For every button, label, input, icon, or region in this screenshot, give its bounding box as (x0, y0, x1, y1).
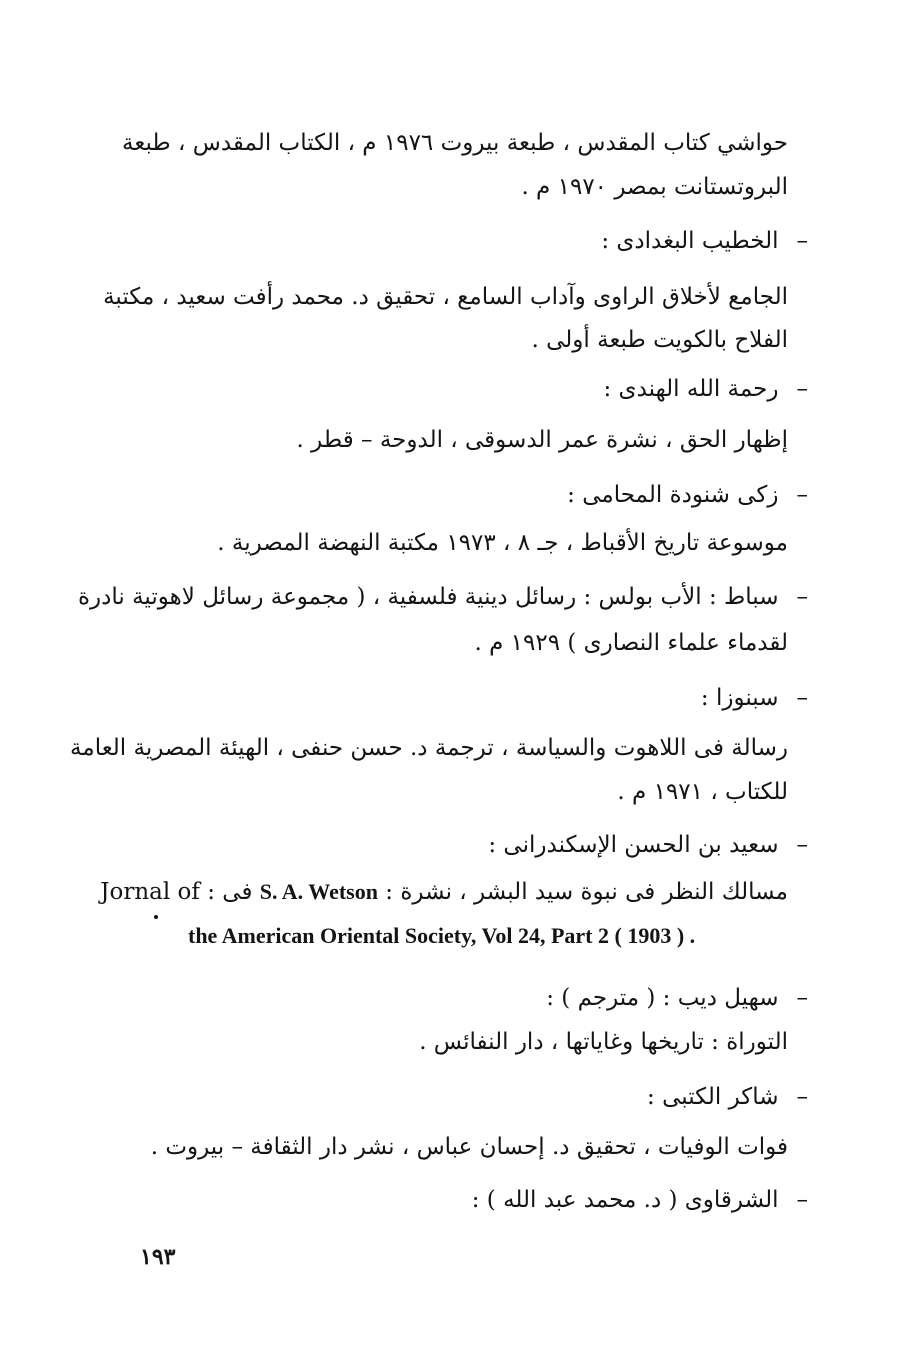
author-name: زكى شنودة المحامى : (567, 482, 779, 508)
author-name: شاكر الكتبى : (647, 1084, 779, 1110)
entry-dash: – (796, 832, 808, 858)
author-name: سهيل ديب : ( مترجم ) : (546, 985, 779, 1011)
entry-dash: – (796, 1084, 808, 1110)
text-line: الجامع لأخلاق الراوى وآداب السامع ، تحقيق د. محمد رأفت سعيد ، مكتبة (103, 284, 788, 310)
author-name: رحمة الله الهندى : (603, 376, 779, 402)
text-line: البروتستانت بمصر ١٩٧٠ م . (521, 174, 788, 200)
text-line: موسوعة تاريخ الأقباط ، جـ ٨ ، ١٩٧٣ مكتبة النهضة المصرية . (217, 530, 788, 556)
entry-heading (135, 1185, 808, 1215)
page-number: ١٩٣ (140, 1244, 176, 1270)
text-segment: فى : Jornal of (100, 879, 253, 905)
text-line: رسالة فى اللاهوت والسياسة ، ترجمة د. حسن حنفى ، الهيئة المصرية العامة (70, 735, 788, 761)
entry-heading (135, 983, 808, 1013)
author-name: الشرقاوى ( د. محمد عبد الله ) : (471, 1187, 779, 1213)
text-line: الفلاح بالكويت طبعة أولى . (531, 327, 788, 353)
text-line: التوراة : تاريخها وغاياتها ، دار النفائس . (419, 1029, 788, 1055)
author-name: سباط : الأب بولس : رسائل دينية فلسفية ، ( مجموعة رسائل لاهوتية نادرة (77, 584, 779, 610)
entry-dash: – (796, 685, 808, 711)
author-name: سعيد بن الحسن الإسكندرانى : (488, 832, 779, 858)
author-name: سبنوزا : (700, 685, 779, 711)
entry-heading (135, 1082, 808, 1112)
entry-heading (77, 582, 808, 612)
text-segment: S. A. Wetson (259, 879, 378, 904)
entry-dash: – (796, 584, 808, 610)
entry-dash: – (796, 1187, 808, 1213)
entry-heading (135, 374, 808, 404)
entry-dash: – (796, 985, 808, 1011)
entry-heading (135, 830, 808, 860)
entry-heading (135, 226, 808, 256)
entry-heading (135, 480, 808, 510)
text-line: لقدماء علماء النصارى ) ١٩٢٩ م . (474, 630, 788, 656)
text-line: the American Oriental Society, Vol 24, Part 2 ( 1903 ) . (188, 923, 696, 948)
author-name: الخطيب البغدادى : (601, 228, 779, 254)
text-line: حواشي كتاب المقدس ، طبعة بيروت ١٩٧٦ م ، الكتاب المقدس ، طبعة (122, 130, 788, 156)
entry-dash: – (796, 228, 808, 254)
entry-heading (135, 683, 808, 713)
stray-dot (154, 915, 158, 919)
text-segment: مسالك النظر فى نبوة سيد البشر ، نشرة : (385, 879, 788, 905)
text-line (100, 877, 788, 907)
text-line: فوات الوفيات ، تحقيق د. إحسان عباس ، نشر دار الثقافة – بيروت . (150, 1134, 788, 1160)
text-line: إظهار الحق ، نشرة عمر الدسوقى ، الدوحة – قطر . (296, 427, 788, 453)
text-line: للكتاب ، ١٩٧١ م . (617, 779, 788, 805)
entry-dash: – (796, 482, 808, 508)
entry-dash: – (796, 376, 808, 402)
